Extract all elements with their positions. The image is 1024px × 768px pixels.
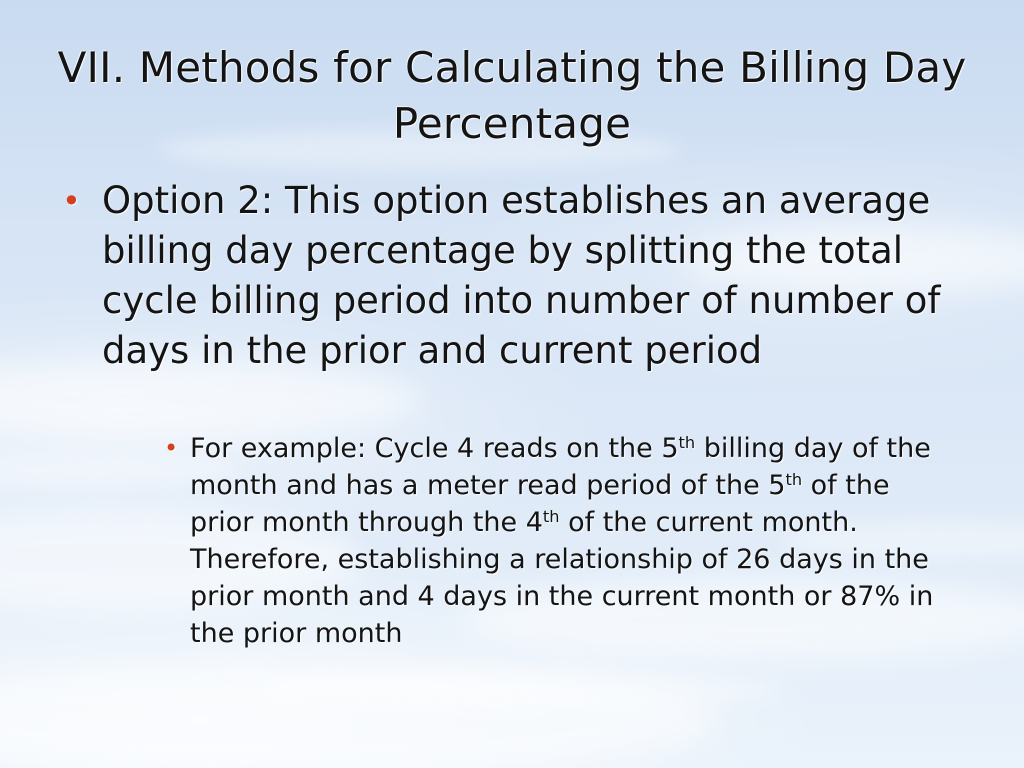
ordinal-suffix: th [678,433,696,453]
bullet-item [62,176,972,376]
bullet-text: Option 2: This option establishes an average billing day percentage by splitting the total cycle billing period into number of number of days in the prior and current period [102,179,941,372]
ordinal-suffix: th [785,470,803,490]
sub-bullet-text [190,430,944,652]
slide-title: VII. Methods for Calculating the Billing Day Percentage [57,43,967,148]
example-text-part-3: of the prior month through the 4 [190,470,890,538]
sub-bullet-icon: • [164,434,179,462]
example-text-part-1: For example: Cycle 4 reads on the 5 [190,433,679,464]
bullet-icon: • [62,182,81,220]
example-text-part-4: of the current month. Therefore, establishing a relationship of 26 days in the prior month and 4 days in the current month or 87% in the prior month [190,507,934,649]
ordinal-suffix: th [542,507,560,527]
example-text-part-2: billing day of the month and has a meter read period of the 5 [190,433,931,501]
sub-bullet-item [164,430,944,652]
